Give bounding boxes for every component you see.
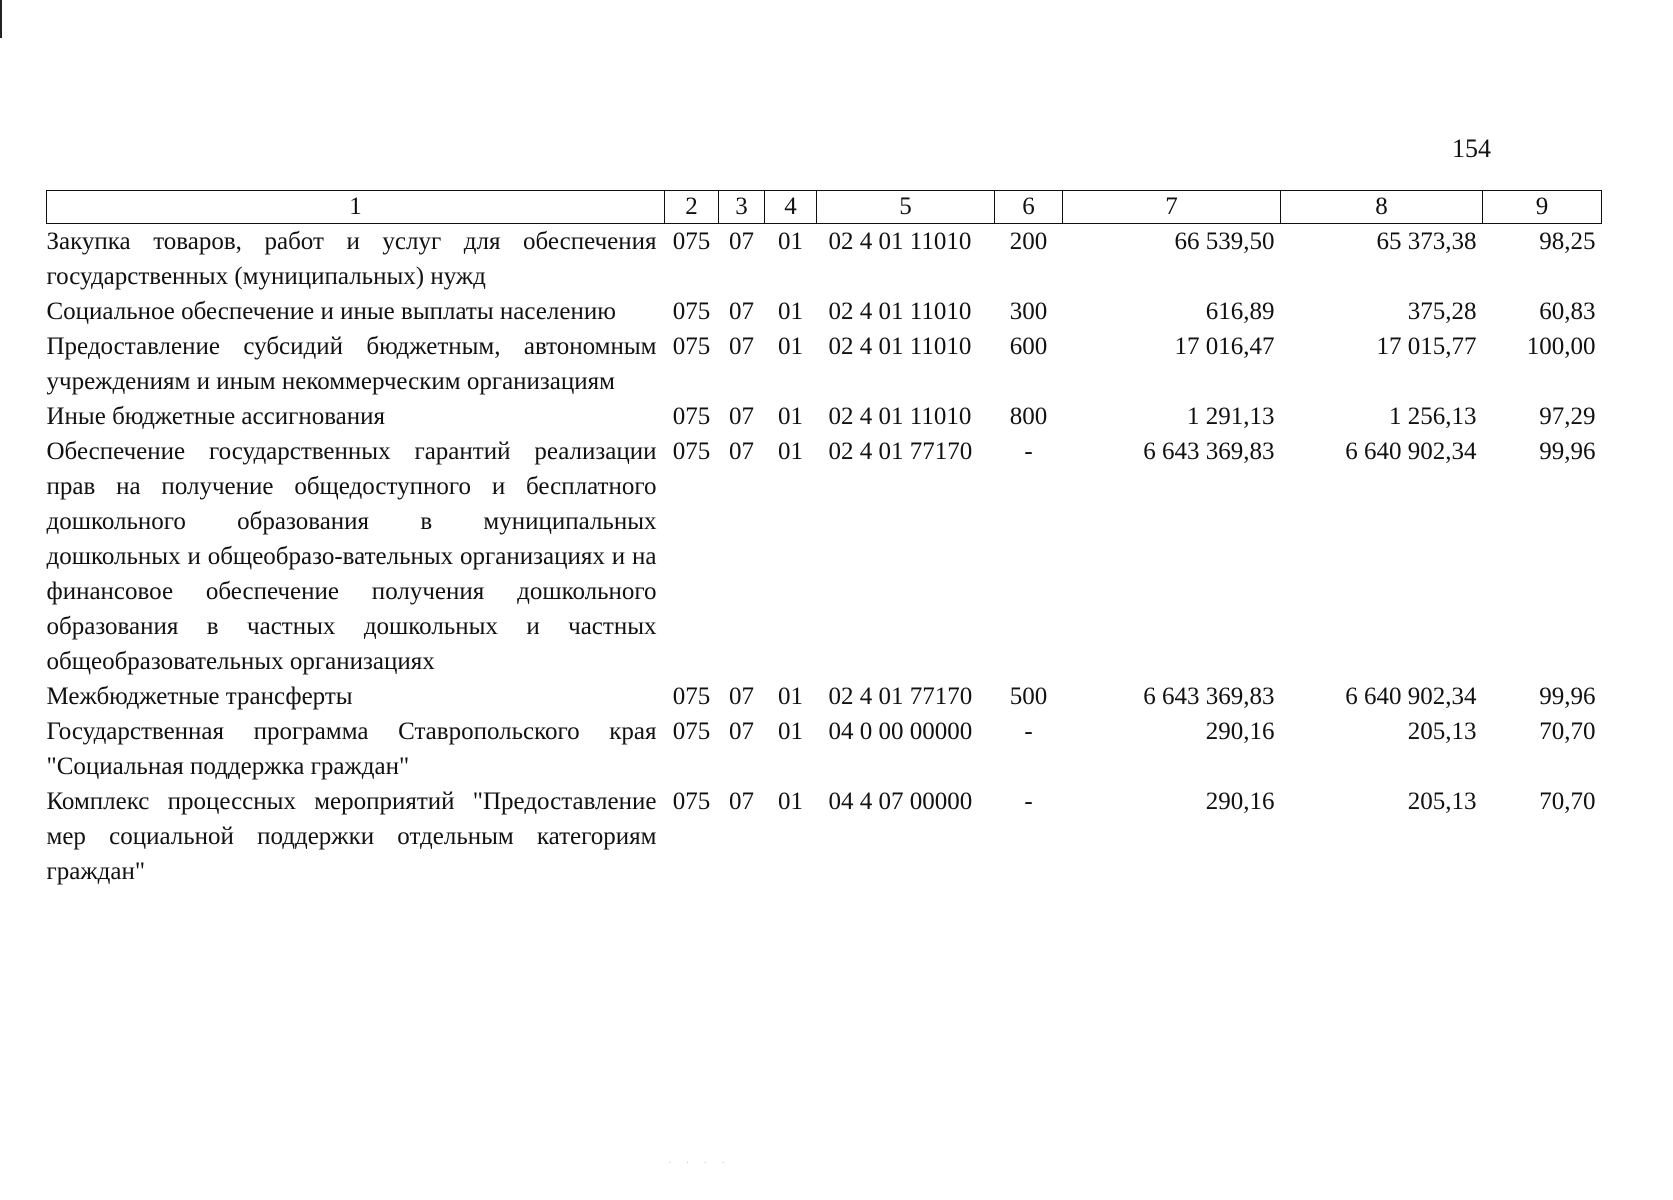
cell-percent: 98,25 — [1539, 228, 1596, 255]
column-header-9: 9 — [1483, 191, 1602, 224]
cell-executed: 65 373,38 — [1376, 228, 1477, 255]
row-name: Предоставление субсидий бюджетным, автономным учреждениям и иным некоммерческим организациям — [46, 333, 657, 395]
cell-subsection: 01 — [778, 683, 803, 710]
column-header-6: 6 — [995, 191, 1063, 224]
cell-subsection: 01 — [778, 333, 803, 360]
cell-planned: 290,16 — [1205, 788, 1275, 815]
cell-percent: 60,83 — [1539, 298, 1596, 325]
cell-target-article: 02 4 01 11010 — [828, 333, 972, 360]
column-header-4: 4 — [765, 191, 817, 224]
budget-table — [46, 190, 1602, 889]
cell-section: 07 — [729, 298, 754, 325]
page-number: 154 — [1452, 134, 1491, 163]
cell-planned: 17 016,47 — [1174, 333, 1275, 360]
row-name: Социальное обеспечение и иные выплаты населению — [46, 298, 616, 325]
cell-target-article: 02 4 01 11010 — [828, 403, 972, 430]
cell-subsection: 01 — [778, 403, 803, 430]
table-row — [47, 784, 1602, 889]
column-header-8: 8 — [1281, 191, 1483, 224]
cell-subsection: 01 — [778, 298, 803, 325]
column-header-1: 1 — [47, 191, 665, 224]
cell-expense-type: - — [1024, 718, 1033, 745]
cell-section: 07 — [729, 788, 754, 815]
scan-noise: · · · · — [668, 1158, 731, 1169]
table-row — [47, 434, 1602, 679]
cell-expense-type: 200 — [1009, 228, 1048, 255]
cell-expense-type: 800 — [1009, 403, 1048, 430]
column-header-2: 2 — [665, 191, 719, 224]
cell-percent: 97,29 — [1539, 403, 1596, 430]
cell-subsection: 01 — [778, 788, 803, 815]
cell-planned: 6 643 369,83 — [1143, 683, 1275, 710]
cell-target-article: 02 4 01 77170 — [828, 683, 973, 710]
cell-subsection: 01 — [778, 228, 803, 255]
cell-expense-type: 600 — [1009, 333, 1048, 360]
cell-expense-type: - — [1024, 438, 1033, 465]
cell-executed: 1 256,13 — [1389, 403, 1477, 430]
table-row — [47, 329, 1602, 399]
cell-expense-type: 500 — [1009, 683, 1048, 710]
cell-admin-code: 075 — [672, 298, 711, 325]
cell-percent: 99,96 — [1539, 683, 1596, 710]
cell-planned: 616,89 — [1205, 298, 1275, 325]
row-name: Закупка товаров, работ и услуг для обеспечения государственных (муниципальных) нужд — [46, 228, 657, 290]
cell-admin-code: 075 — [672, 333, 711, 360]
cell-section: 07 — [729, 228, 754, 255]
cell-percent: 99,96 — [1539, 438, 1596, 465]
cell-percent: 100,00 — [1526, 333, 1596, 360]
cell-planned: 1 291,13 — [1187, 403, 1275, 430]
table-row — [47, 714, 1602, 784]
scan-edge-mark — [0, 0, 2, 38]
cell-expense-type: - — [1024, 788, 1033, 815]
cell-planned: 6 643 369,83 — [1143, 438, 1275, 465]
cell-subsection: 01 — [778, 438, 803, 465]
row-name: Обеспечение государственных гарантий реализации прав на получение общедоступного и бесплатного дошкольного образования в муниципальных дошкольных и общеобразо-вательных организациях и на финансовое обеспечение получения дошкольного образования в частных дошкольных и частных общеобразовательных организациях — [46, 438, 657, 675]
table-row — [47, 224, 1602, 295]
row-name: Государственная программа Ставропольского края "Социальная поддержка граждан" — [46, 718, 657, 780]
cell-expense-type: 300 — [1009, 298, 1048, 325]
cell-admin-code: 075 — [672, 438, 711, 465]
column-header-3: 3 — [719, 191, 765, 224]
cell-executed: 205,13 — [1407, 788, 1477, 815]
cell-executed: 6 640 902,34 — [1345, 438, 1477, 465]
cell-admin-code: 075 — [672, 228, 711, 255]
table-row — [47, 294, 1602, 329]
column-header-7: 7 — [1063, 191, 1281, 224]
cell-admin-code: 075 — [672, 403, 711, 430]
table-header-row — [47, 191, 1602, 224]
cell-subsection: 01 — [778, 718, 803, 745]
cell-executed: 17 015,77 — [1376, 333, 1477, 360]
cell-executed: 375,28 — [1407, 298, 1477, 325]
cell-executed: 205,13 — [1407, 718, 1477, 745]
cell-section: 07 — [729, 718, 754, 745]
cell-admin-code: 075 — [672, 788, 711, 815]
cell-target-article: 04 4 07 00000 — [828, 788, 973, 815]
cell-target-article: 02 4 01 77170 — [828, 438, 973, 465]
cell-percent: 70,70 — [1539, 788, 1596, 815]
cell-section: 07 — [729, 438, 754, 465]
cell-target-article: 02 4 01 11010 — [828, 228, 972, 255]
cell-executed: 6 640 902,34 — [1345, 683, 1477, 710]
cell-target-article: 02 4 01 11010 — [828, 298, 972, 325]
column-header-5: 5 — [817, 191, 995, 224]
table-row — [47, 679, 1602, 714]
row-name: Иные бюджетные ассигнования — [46, 403, 386, 430]
cell-section: 07 — [729, 683, 754, 710]
cell-planned: 290,16 — [1205, 718, 1275, 745]
cell-target-article: 04 0 00 00000 — [828, 718, 973, 745]
cell-section: 07 — [729, 333, 754, 360]
cell-percent: 70,70 — [1539, 718, 1596, 745]
table-row — [47, 399, 1602, 434]
cell-section: 07 — [729, 403, 754, 430]
row-name: Комплекс процессных мероприятий "Предоставление мер социальной поддержки отдельным категориям граждан" — [46, 788, 657, 885]
cell-planned: 66 539,50 — [1174, 228, 1275, 255]
row-name: Межбюджетные трансферты — [46, 683, 353, 710]
cell-admin-code: 075 — [672, 718, 711, 745]
cell-admin-code: 075 — [672, 683, 711, 710]
